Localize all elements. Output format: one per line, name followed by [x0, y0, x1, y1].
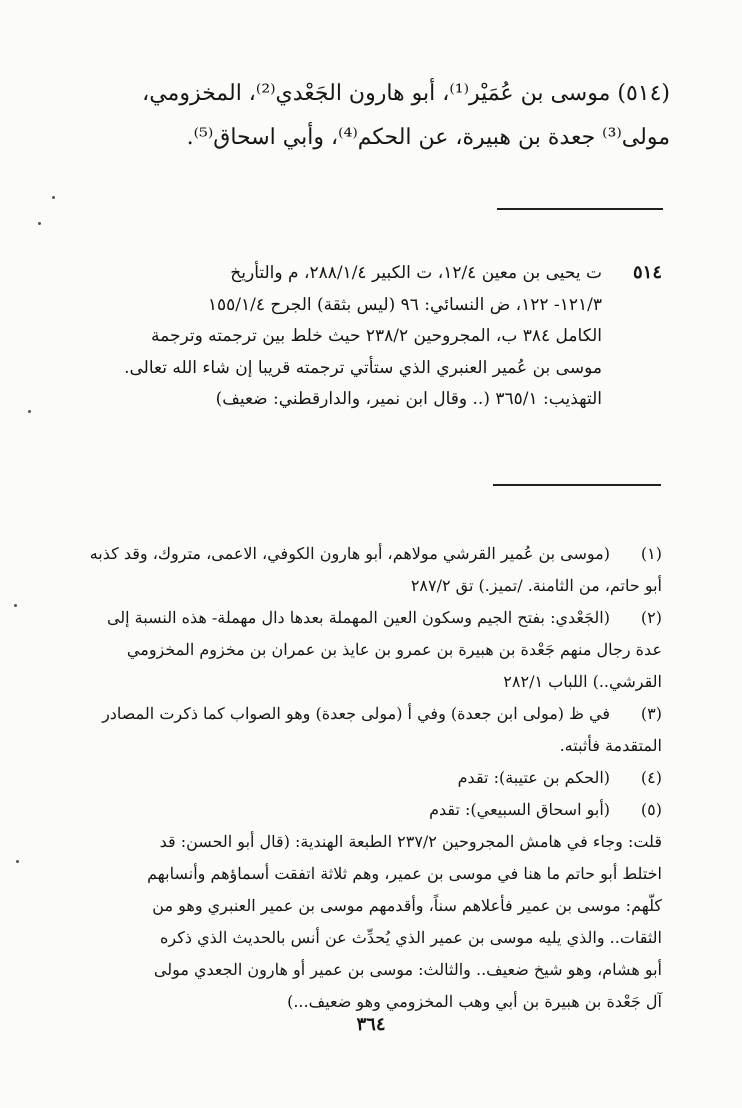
scan-speck	[38, 222, 41, 225]
scan-speck	[28, 410, 31, 413]
footnote-5	[82, 794, 662, 826]
source-references	[102, 258, 602, 416]
page-number: ٣٦٤	[356, 1014, 386, 1035]
note-line: أبو هشام، وهو شيخ ضعيف.. والثالث: موسى بن عمير أو هارون الجعدي مولى	[153, 960, 662, 979]
editor-note	[82, 826, 662, 1018]
entry-line-1: (٥١٤) موسى بن عُمَيْر⁽¹⁾، أبو هارون الجَعْدي⁽²⁾، المخزومي،	[142, 81, 670, 106]
note-line: قلت: وجاء في هامش المجروحين ٢٣٧/٢ الطبعة الهندية: (قال أبو الحسن: قد	[159, 832, 662, 851]
footnote-number: (١)	[640, 544, 662, 563]
source-line: الكامل ٣٨٤ ب، المجروحين ٢٣٨/٢ حيث خلط بين ترجمته وترجمة	[151, 326, 602, 346]
footnote-line: عدة رجال منهم جَعْدة بن هبيرة بن عمرو بن عايذ بن عمران بن مخزوم المخزومي	[126, 640, 662, 659]
scan-speck	[14, 604, 17, 607]
scan-speck	[16, 860, 19, 863]
footnote-number: (٥)	[640, 800, 662, 819]
footnote-line: في ظ (مولى ابن جعدة) وفي أ (مولى جعدة) وهو الصواب كما ذكرت المصادر	[102, 704, 610, 723]
footnote-line: القرشي..) اللباب ٢٨٢/١	[503, 672, 662, 691]
footnote-number: (٤)	[640, 768, 662, 787]
note-line: الثقات.. والذي يليه موسى بن عمير الذي يُحدِّث عن أنس بالحديث الذي ذكره	[160, 928, 662, 947]
footnote-number: (٢)	[640, 608, 662, 627]
footnote-4	[82, 762, 662, 794]
source-line: ت يحيى بن معين ١٢/٤، ت الكبير ٢٨٨/١/٤، م والتأريخ	[230, 263, 602, 283]
divider-top	[497, 208, 663, 210]
source-line: ١٢١/٣- ١٢٢، ض النسائي: ٩٦ (ليس بثقة) الجرح ١٥٥/١/٤	[207, 294, 602, 315]
footnote-1	[82, 538, 662, 602]
note-line: اختلط أبو حاتم ما هنا في موسى بن عمير، وهم ثلاثة اتفقت أسماؤهم وأنسابهم	[147, 864, 662, 883]
source-entry-number: ٥١٤	[632, 262, 662, 283]
footnote-line: (الجَعْدي: بفتح الجيم وسكون العين المهملة بعدها دال مهملة- هذه النسبة إلى	[106, 608, 610, 627]
footnote-3	[82, 698, 662, 762]
biography-entry	[70, 72, 670, 160]
footnote-line: (أبو اسحاق السبيعي): تقدم	[429, 800, 610, 819]
footnote-line: (الحكم بن عتيبة): تقدم	[457, 768, 610, 787]
source-line: موسى بن عُمير العنبري الذي ستأتي ترجمته قريبا إن شاء الله تعالى.	[124, 357, 602, 378]
scan-speck	[52, 196, 55, 199]
source-line: التهذيب: ٣٦٥/١ (.. وقال ابن نمير، والدارقطني: ضعيف)	[215, 389, 602, 409]
footnote-line: أبو حاتم، من الثامنة. /تميز.) تق ٢٨٧/٢	[410, 576, 662, 595]
entry-line-2: مولى⁽³⁾ جعدة بن هبيرة، عن الحكم⁽⁴⁾، وأبي اسحاق⁽⁵⁾.	[186, 125, 670, 150]
footnote-line: المتقدمة فأثبته.	[559, 736, 662, 755]
footnote-number: (٣)	[640, 704, 662, 723]
footnote-2	[82, 602, 662, 698]
note-line: آل جَعْدة بن هبيرة بن أبي وهب المخزومي وهو ضعيف...)	[287, 992, 662, 1011]
note-line: كلّهم: موسى بن عمير فأعلاهم سناً، وأقدمهم موسى بن عمير العنبري وهو من	[152, 896, 662, 915]
footnote-line: (موسى بن عُمير القرشي مولاهم، أبو هارون الكوفي، الاعمى، متروك، وقد كذبه	[89, 544, 610, 563]
divider-middle	[493, 484, 661, 486]
